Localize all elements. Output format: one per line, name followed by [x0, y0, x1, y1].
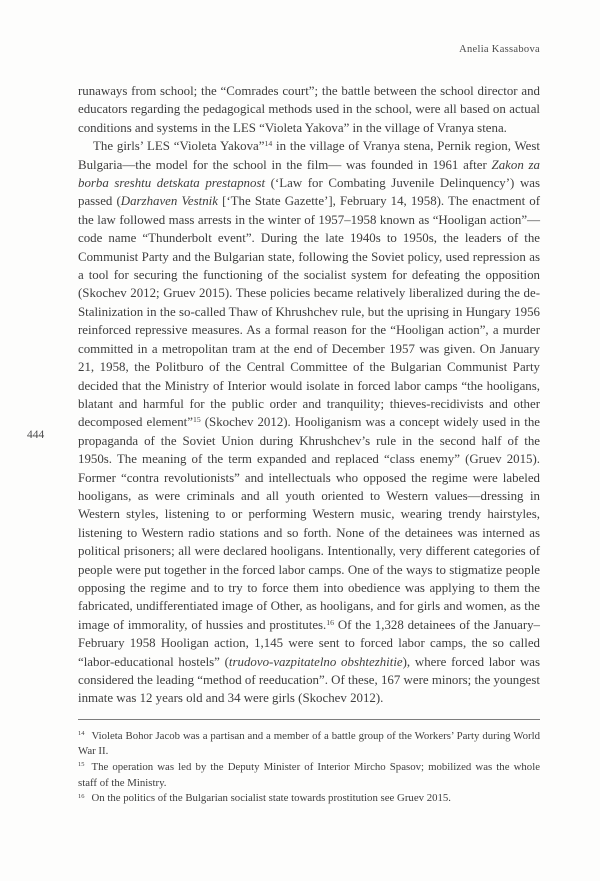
text-run: runaways from school; the “Comrades court”; the battle between the school director and educators regarding the pedagogical methods used in the school, were all based on actual conditions and systems in the LES “Violeta Yakova” in the village of Vranya stena.: [78, 84, 540, 135]
italic-phrase: Zakon za borba sreshtu detskata prestapnost: [78, 157, 540, 191]
italic-phrase: trudovo-vazpitatelno obshtezhitie: [228, 654, 403, 669]
text-column: [78, 82, 540, 807]
footnote-marker: 15: [78, 761, 85, 769]
text-run: (‘Law for Combating Juvenile Delinquency’) was passed (: [78, 176, 540, 209]
footnote-reference: 15: [193, 415, 201, 425]
footnote-text: Violeta Bohor Jacob was a partisan and a member of a battle group of the Workers’ Party during World War II.: [78, 729, 540, 758]
text-run: (Skochev 2012). Hooliganism was a concept widely used in the propaganda of the Soviet Union during Khrushchev’s rule in the second half of the 1950s. The meaning of the term expanded and replaced “class enemy” (Gruev 2015). Former “contra revolutionists” and intellectuals who opposed the regime were labeled hooligans, as were criminals and all youth oriented to Western values—dressing in Western styles, listening to or performing Western music, wearing trendy hairstyles, listening to Western radio stations and so forth. None of the detainees was interned as political prisoners; all were declared hooligans. Intentionally, very different categories of people were put together in the forced labor camps. One of the ways to stigmatize people opposing the regime and to try to force them into obedience was applying to them the fabricated, undifferentiated image of Other, as hooligans, and for girls and women, as the image of immorality, of hussies and prostitutes.: [78, 415, 540, 632]
footnote-marker: 16: [78, 792, 85, 800]
body-text: [78, 82, 540, 708]
running-header-author: Anelia Kassabova: [459, 44, 540, 55]
footnote-reference: 14: [264, 138, 273, 148]
page-number: 444: [27, 429, 45, 441]
footnote-marker: 14: [78, 730, 85, 738]
footnote: [78, 729, 540, 760]
footnote-text: On the politics of the Bulgarian socialist state towards prostitution see Gruev 2015.: [91, 792, 451, 805]
footnote: [78, 791, 540, 807]
body-paragraph: [78, 82, 540, 137]
footnote-text: The operation was led by the Deputy Minister of Interior Mircho Spasov; mobilized was the whole staff of the Ministry.: [78, 761, 540, 789]
text-run: in the village of Vranya stena, Pernik region, West Bulgaria—the model for the school in the film— was founded in 1961 after: [78, 139, 540, 172]
body-paragraph: [78, 137, 540, 708]
text-run: The girls’ LES “Violeta Yakova”: [93, 139, 265, 154]
footnote-separator: [78, 719, 540, 720]
footnote: [78, 760, 540, 791]
footnote-reference: 16: [326, 617, 335, 627]
text-run: Of the 1,328 detainees of the January–February 1958 Hooligan action, 1,145 were sent to forced labor camps, the so called “labor-educational hostels” (: [78, 617, 541, 669]
text-run: ), where forced labor was considered the leading “method of reeducation”. Of these, 167 were minors; the youngest inmate was 12 years old and 34 were girls (Skochev 2012).: [78, 654, 540, 706]
italic-phrase: Darzhaven Vestnik: [120, 194, 218, 209]
text-run: [‘The State Gazette’], February 14, 1958). The enactment of the law followed mass arrests in the winter of 1957–1958 known as “Hooligan action”—code name “Thunderbolt event”. During the late 1940s to 1950s, the leaders of the Communist Party and the Bulgarian state, following the Soviet policy, used repression as a tool for securing the functioning of the socialist system for defeating the opposition (Skochev 2012; Gruev 2015). These policies became relatively liberalized during the de-Stalinization in the so-called Thaw of Khrushchev rule, but the uprising in Hungary 1956 reinforced repressive measures. As a formal reason for the “Hooligan action”, a murder committed in a metropolitan tram at the end of December 1957 was given. On January 21, 1958, the Politburo of the Central Committee of the Bulgarian Communist Party decided that the Ministry of Interior would isolate in forced labor camps “the hooligans, blatant and harmful for the public order and tranquility; thieves-recidivists and other decomposed element”: [78, 194, 541, 430]
footnotes: [78, 729, 540, 807]
